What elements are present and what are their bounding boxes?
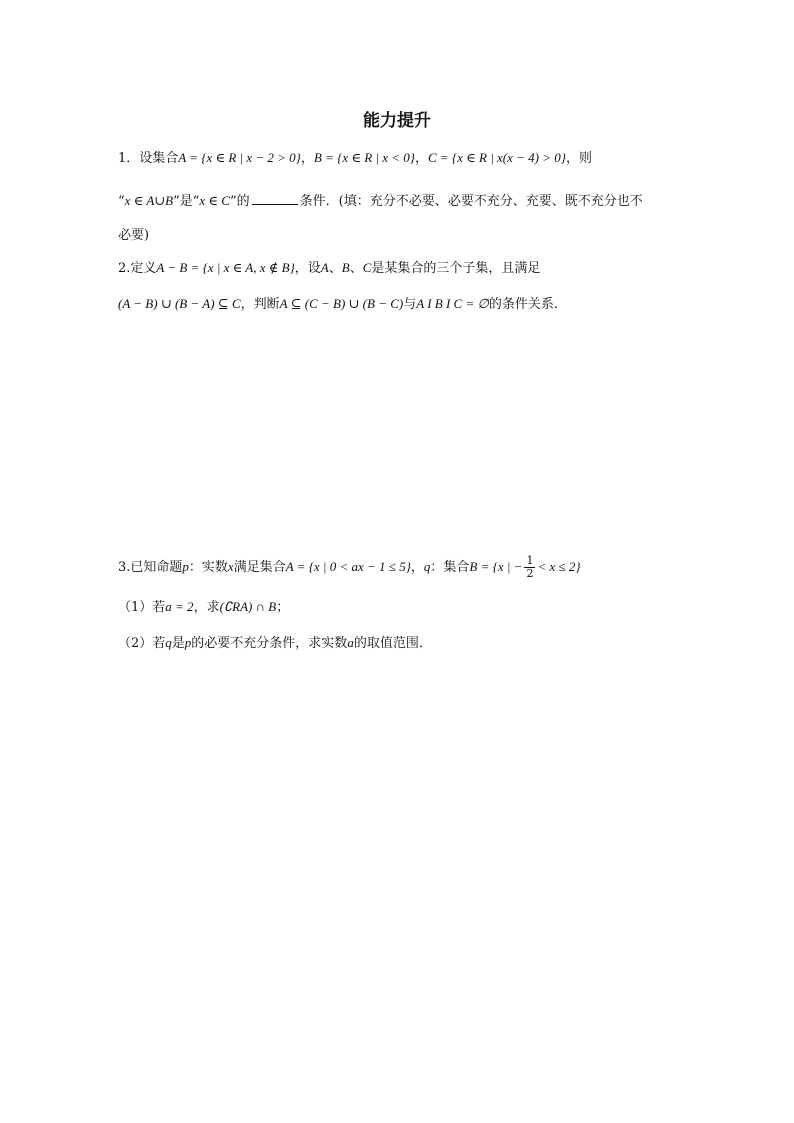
q2-prefix: 2.定义 <box>118 261 157 276</box>
q3-part1-mid: ，求 <box>193 600 220 615</box>
q1-cond-mid: ”是“ <box>173 194 200 209</box>
q3-line-1 <box>118 555 581 580</box>
q3-mid4: ：集合 <box>430 560 470 575</box>
q1-set-c: C = {x ∈ R | x(x − 4) > 0} <box>427 150 566 165</box>
q3-p: p <box>182 559 189 574</box>
q3-fraction <box>524 555 535 580</box>
q3-fraction-numerator: 1 <box>526 554 534 567</box>
q3-mid2: 满足集合 <box>233 560 286 575</box>
q1-suffix: ，则 <box>565 151 592 166</box>
page-title: 能力提升 <box>363 111 431 131</box>
q3-q: q <box>423 559 431 574</box>
q2-def-expr: A − B = {x | x ∈ A, x ∉ B} <box>156 260 295 275</box>
q3-set-a: A = {x | 0 < ax − 1 ≤ 5} <box>285 559 411 574</box>
q1-cond-tail: 条件．(填：充分不必要、必要不充分、充要、既不充分也不 <box>299 194 643 209</box>
q2-mid3: ，判断 <box>240 297 280 312</box>
q1-prefix: 1．设集合 <box>118 151 179 166</box>
q3-part2-mid2: 的必要不充分条件，求实数 <box>191 636 348 651</box>
q2-set-b: B <box>341 260 350 275</box>
q3-part1-tail: ； <box>276 600 290 615</box>
q2-set-a: A <box>320 260 329 275</box>
q3-part2-mid: 是 <box>171 636 185 651</box>
q3-part2-tail: 的取值范围． <box>353 636 432 651</box>
q3-part1-expr: a = 2 <box>165 599 194 614</box>
q3-prefix: 3.已知命题 <box>118 560 183 575</box>
q2-sep: 、 <box>349 261 363 276</box>
q1-cond-expr2: x ∈ C <box>199 193 230 208</box>
q2-line-2 <box>118 294 558 315</box>
q1-comma: ， <box>300 151 314 166</box>
q2-cond-expr: (A − B) ∪ (B − A) ⊆ C <box>118 296 241 311</box>
q3-part1-expr2: (∁RA) ∩ B <box>219 599 277 614</box>
q3-part1 <box>118 597 289 618</box>
q3-part1-label: （1）若 <box>118 600 166 615</box>
q2-judge-expr: A ⊆ (C − B) ∪ (B − C) <box>279 296 404 311</box>
q1-quote: “ <box>118 194 125 209</box>
q1-set-b: B = {x ∈ R | x < 0} <box>313 150 415 165</box>
q3-part2-a: a <box>347 635 354 650</box>
q1-line-2 <box>118 191 643 212</box>
q3-mid1: ：实数 <box>188 560 228 575</box>
q3-set-b-right: < x ≤ 2} <box>537 559 581 574</box>
q3-fraction-denominator: 2 <box>526 567 534 580</box>
q2-tail: 的条件关系. <box>488 297 558 312</box>
q3-mid3: ， <box>410 560 424 575</box>
q3-x: x <box>227 559 234 574</box>
q1-cond-expr: x ∈ A∪B <box>124 193 174 208</box>
q2-line-1 <box>118 258 540 279</box>
q3-part2-p: p <box>184 635 192 650</box>
q2-set-c: C <box>362 260 372 275</box>
q1-cond-tail2: 必要) <box>118 228 150 243</box>
q2-mid2: 是某集合的三个子集，且满足 <box>371 261 541 276</box>
q2-judge-expr2: A I B I C = ∅ <box>416 296 489 311</box>
q1-comma: ， <box>414 151 428 166</box>
q2-mid4: 与 <box>403 297 417 312</box>
q1-line-3 <box>118 226 149 246</box>
q2-mid: ，设 <box>294 261 321 276</box>
q1-line-1 <box>118 148 592 169</box>
q3-part2 <box>118 633 432 654</box>
q3-part2-q: q <box>165 635 172 650</box>
q3-part2-label: （2）若 <box>118 636 166 651</box>
q2-sep: 、 <box>328 261 342 276</box>
q1-set-a: A = {x ∈ R | x − 2 > 0} <box>178 150 301 165</box>
q1-cond-close: ”的 <box>229 194 250 209</box>
q3-set-b-left: B = {x | − <box>469 559 523 574</box>
q1-answer-blank[interactable] <box>252 191 298 205</box>
